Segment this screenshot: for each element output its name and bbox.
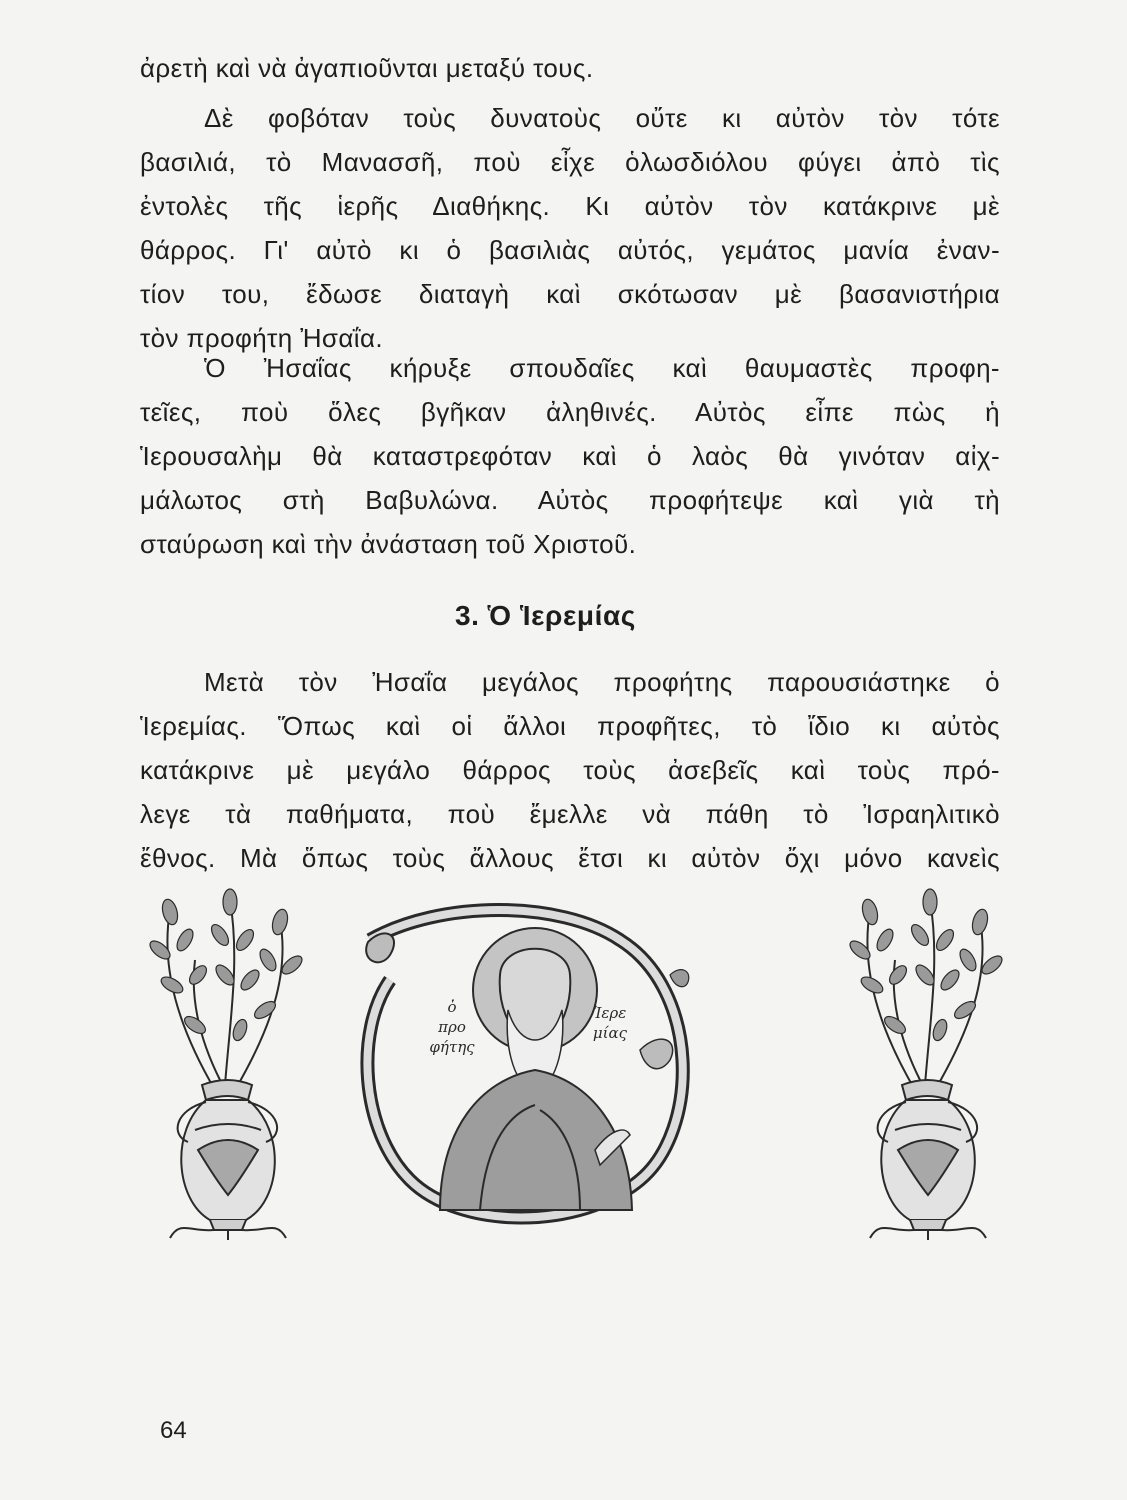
text-line: Ἱερεμίας. Ὅπως καὶ οἱ ἄλλοι προφῆτες, τὸ ἴδιο κι αὐτὸς <box>140 711 1000 741</box>
section-heading: 3. Ὁ Ἱερεμίας <box>455 600 636 631</box>
text-line: τὸν προφήτη Ἠσαΐα. <box>140 323 384 353</box>
text-line: λεγε τὰ παθήματα, ποὺ ἔμελλε νὰ πάθη τὸ Ἰσραηλιτικὸ <box>140 799 1000 829</box>
inscription-left-line: προ <box>438 1018 466 1036</box>
text-line: Ὁ Ἠσαΐας κήρυξε σπουδαῖες καὶ θαυμαστὲς προφη- <box>204 353 1000 383</box>
text-line: τίον του, ἔδωσε διαταγὴ καὶ σκότωσαν μὲ βασανιστήρια <box>140 279 1000 309</box>
prophet-medallion <box>366 910 689 1218</box>
text-line: βασιλιά, τὸ Μανασσῆ, ποὺ εἶχε ὁλωσδιόλου φύγει ἀπὸ τὶς <box>140 147 1000 177</box>
text-line: κατάκρινε μὲ μεγάλο θάρρος τοὺς ἀσεβεῖς καὶ τοὺς πρό- <box>140 755 1000 785</box>
paragraph-3 <box>140 346 1000 566</box>
inscription-right-line: μίας <box>592 1024 628 1042</box>
page-number: 64 <box>160 1417 187 1444</box>
paragraph-4 <box>140 660 1000 880</box>
text-line: ἀρετὴ καὶ νὰ ἀγαπιοῦνται μεταξύ τους. <box>140 53 594 83</box>
paragraph-1 <box>140 46 1000 90</box>
inscription-right-line: Ἱερε <box>593 1004 627 1022</box>
paragraph-2 <box>140 96 1000 360</box>
right-vase-icon <box>847 889 1005 1240</box>
text-line: σταύρωση καὶ τὴν ἀνάσταση τοῦ Χριστοῦ. <box>140 529 637 559</box>
text-line: ἐντολὲς τῆς ἱερῆς Διαθήκης. Κι αὐτὸν τὸν κατάκρινε μὲ <box>140 191 1000 221</box>
text-line: τεῖες, ποὺ ὅλες βγῆκαν ἀληθινές. Αὐτὸς εἶπε πὼς ἡ <box>140 397 1000 427</box>
text-line: Δὲ φοβόταν τοὺς δυνατοὺς οὔτε κι αὐτὸν τὸν τότε <box>204 103 1000 133</box>
text-line: Ἱερουσαλὴμ θὰ καταστρεφόταν καὶ ὁ λαὸς θὰ γινόταν αἰχ- <box>140 441 1000 471</box>
inscription-left-line: φήτης <box>429 1038 475 1056</box>
text-line: ἔθνος. Μὰ ὅπως τοὺς ἄλλους ἔτσι κι αὐτὸν ὄχι μόνο κανεὶς <box>140 843 1000 873</box>
inscription-left <box>429 998 475 1056</box>
left-vase-icon <box>147 889 305 1240</box>
inscription-right <box>593 1004 628 1042</box>
inscription-left-line: ὁ <box>447 998 457 1016</box>
text-line: θάρρος. Γι' αὐτὸ κι ὁ βασιλιὰς αὐτός, γεμάτος μανία ἐναν- <box>140 235 1000 265</box>
prophet-jeremiah-illustration <box>140 880 1020 1240</box>
text-line: μάλωτος στὴ Βαβυλώνα. Αὐτὸς προφήτεψε καὶ γιὰ τὴ <box>140 485 1000 515</box>
text-line: Μετὰ τὸν Ἠσαΐα μεγάλος προφήτης παρουσιάστηκε ὁ <box>204 667 1000 697</box>
